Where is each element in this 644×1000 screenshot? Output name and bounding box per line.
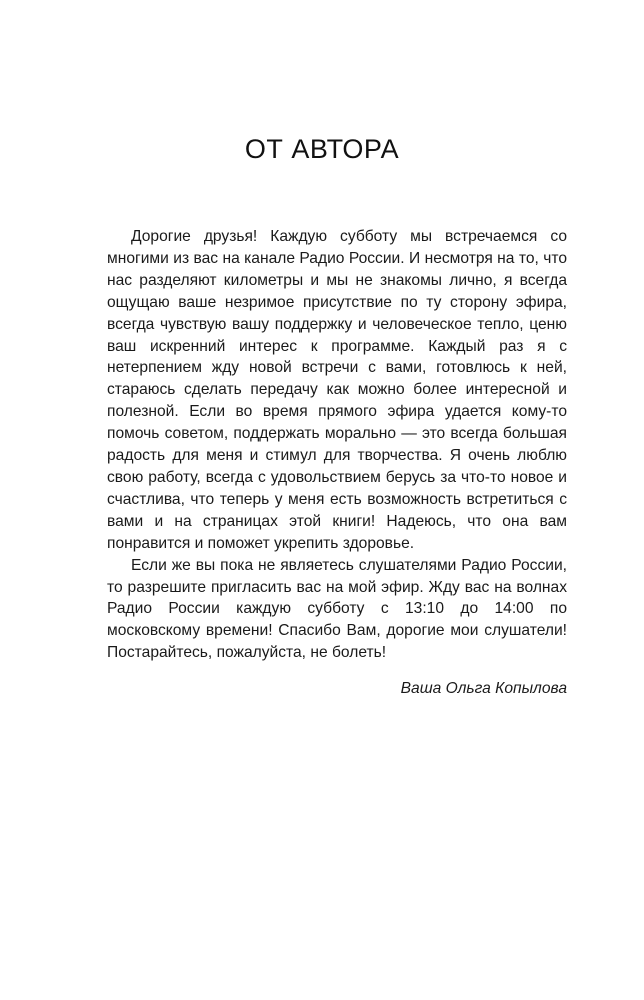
author-signature: Ваша Ольга Копылова	[400, 680, 567, 697]
body-text	[107, 226, 567, 664]
paragraph-2: Если же вы пока не являетесь слушателями Радио России, то разрешите пригласить вас на мой эфир. Жду вас на волнах Радио России каждую субботу с 13:10 до 14:00 по московскому времени! Спасибо Вам, дорогие мои слушатели! Постарайтесь, пожалуйста, не болеть!	[107, 556, 567, 662]
paragraph-1: Дорогие друзья! Каждую субботу мы встречаемся со многими из вас на канале Радио России. И несмотря на то, что нас разделяют километры и мы не знакомы лично, я всегда ощущаю ваше незримое присутствие по ту сторону эфира, всегда чувствую вашу поддержку и человеческое тепло, ценю ваш искренний интерес к программе. Каждый раз я с нетерпением жду новой встречи с вами, готовлюсь к ней, стараюсь сделать передачу как можно более интересной и полезной. Если во время прямого эфира удается кому-то помочь советом, поддержать морально — это всегда большая радость для меня и стимул для творчества. Я очень люблю свою работу, всегда с удовольствием берусь за что-то новое и счастлива, что теперь у меня есть возможность встретиться с вами и на страницах этой книги! Надеюсь, что она вам понравится и поможет укрепить здоровье.	[107, 228, 567, 552]
page-title: ОТ АВТОРА	[244, 134, 400, 164]
